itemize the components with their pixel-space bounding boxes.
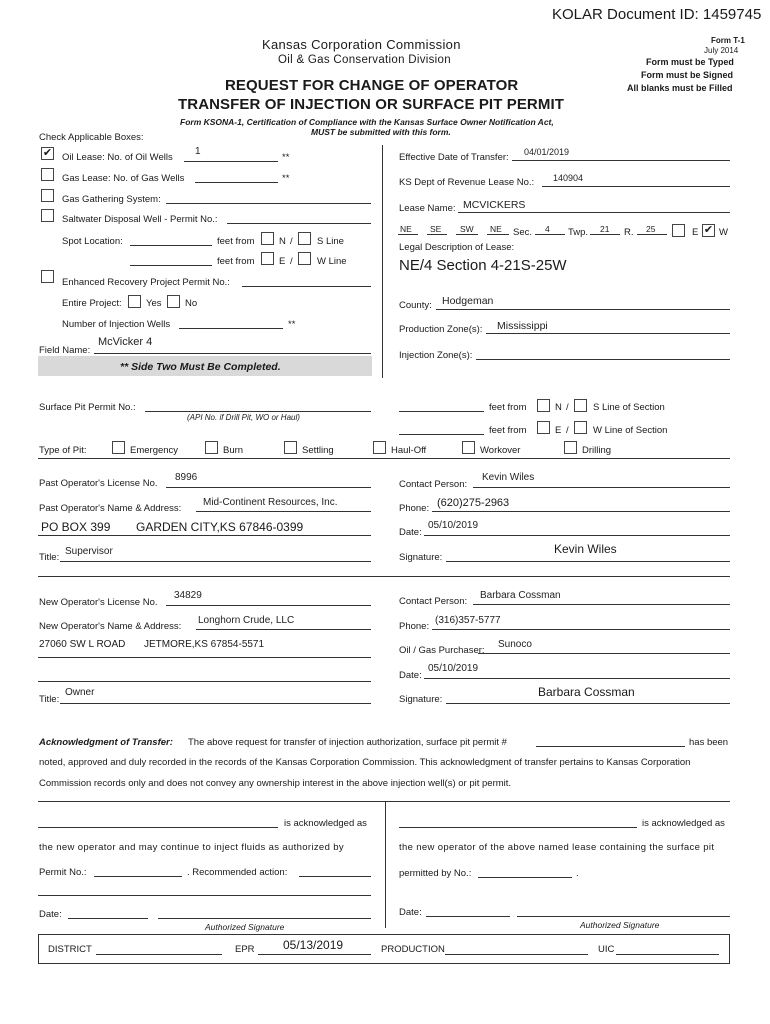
new-date-line bbox=[424, 678, 730, 679]
range-label: R. bbox=[624, 227, 634, 238]
new-date-label: Date: bbox=[399, 670, 422, 681]
new-address-1[interactable]: 27060 SW L ROAD bbox=[39, 639, 126, 650]
district-line[interactable] bbox=[96, 954, 222, 955]
ack-recommended-line-2[interactable] bbox=[38, 895, 371, 896]
ack-left-permit-line[interactable] bbox=[94, 876, 182, 877]
effective-date-line bbox=[512, 160, 730, 161]
spot-e-label: E bbox=[279, 256, 286, 267]
side-two-note: ** Side Two Must Be Completed. bbox=[120, 361, 281, 373]
spot-n-checkbox[interactable] bbox=[261, 232, 274, 245]
pit-drilling-checkbox[interactable] bbox=[564, 441, 577, 454]
ack-right-date-label: Date: bbox=[399, 907, 422, 918]
pit-section-rule bbox=[38, 458, 730, 459]
spot-e-checkbox[interactable] bbox=[261, 252, 274, 265]
past-name-value[interactable]: Mid-Continent Resources, Inc. bbox=[203, 497, 338, 508]
quarter-2[interactable]: SE bbox=[430, 224, 442, 234]
lease-name-label: Lease Name: bbox=[399, 203, 456, 214]
ack-right-auth-sig: Authorized Signature bbox=[580, 920, 660, 930]
range-e-checkbox[interactable] bbox=[672, 224, 685, 237]
county-label: County: bbox=[399, 300, 432, 311]
gas-lease-checkbox[interactable] bbox=[41, 168, 54, 181]
past-title-line bbox=[60, 561, 371, 562]
pit-workover-label: Workover bbox=[480, 445, 521, 456]
pit-slash-2: / bbox=[566, 425, 569, 436]
pit-e-label: E bbox=[555, 425, 562, 436]
pit-haul-off-checkbox[interactable] bbox=[373, 441, 386, 454]
new-phone-line bbox=[432, 629, 730, 630]
ack-right-new-operator: the new operator of the above named lease containing the surface pit bbox=[399, 842, 715, 853]
pit-feet-from: feet from bbox=[489, 402, 527, 413]
range-value[interactable]: 25 bbox=[646, 224, 656, 234]
quarter-3-line bbox=[456, 234, 478, 235]
pit-w-label: W Line of Section bbox=[593, 425, 668, 436]
ack-right-permitted-by: permitted by No.: bbox=[399, 868, 472, 879]
blanks-filled-note: All blanks must be Filled bbox=[627, 83, 733, 93]
new-contact-value[interactable]: Barbara Cossman bbox=[480, 590, 561, 601]
pit-drilling-label: Drilling bbox=[582, 445, 612, 456]
past-title-label: Title: bbox=[39, 552, 60, 563]
uic-line[interactable] bbox=[616, 954, 719, 955]
new-title-value[interactable]: Owner bbox=[65, 687, 95, 698]
past-date-label: Date: bbox=[399, 527, 422, 538]
past-phone-line bbox=[432, 511, 730, 512]
past-license-label: Past Operator's License No. bbox=[39, 478, 158, 489]
pit-slash: / bbox=[566, 402, 569, 413]
ack-left-operator-line[interactable] bbox=[38, 827, 278, 828]
pit-n-checkbox[interactable] bbox=[537, 399, 550, 412]
ks-dept-lease-label: KS Dept of Revenue Lease No.: bbox=[399, 177, 535, 188]
ack-divider bbox=[385, 801, 386, 928]
form-number: Form T-1 bbox=[711, 36, 745, 45]
new-name-label: New Operator's Name & Address: bbox=[39, 621, 182, 632]
division-name: Oil & Gas Conservation Division bbox=[278, 54, 451, 66]
gas-gathering-line[interactable] bbox=[166, 203, 371, 204]
new-address-line-2 bbox=[38, 681, 371, 682]
production-zone-value[interactable]: Mississippi bbox=[497, 320, 548, 332]
sec-label: Sec. bbox=[513, 227, 533, 238]
injection-wells-stars: ** bbox=[288, 319, 296, 330]
pit-haul-off-label: Haul-Off bbox=[391, 445, 427, 456]
form-date: July 2014 bbox=[704, 46, 739, 55]
new-contact-label: Contact Person: bbox=[399, 596, 468, 607]
entire-project-label: Entire Project: bbox=[62, 298, 122, 309]
past-signature-line bbox=[446, 561, 730, 562]
spot-ew-line[interactable] bbox=[130, 265, 212, 266]
spot-s-label: S Line bbox=[317, 236, 344, 247]
spot-w-checkbox[interactable] bbox=[298, 252, 311, 265]
purchaser-label: Oil / Gas Purchaser: bbox=[399, 645, 485, 656]
lease-name-value[interactable]: MCVICKERS bbox=[463, 199, 526, 211]
pit-w-checkbox[interactable] bbox=[574, 421, 587, 434]
new-signature-label: Signature: bbox=[399, 694, 443, 705]
pit-settling-checkbox[interactable] bbox=[284, 441, 297, 454]
pit-emergency-checkbox[interactable] bbox=[112, 441, 125, 454]
epr-date-value[interactable]: 05/13/2019 bbox=[283, 938, 344, 952]
ack-recommended-label: . Recommended action: bbox=[187, 867, 288, 878]
swd-permit-line[interactable] bbox=[227, 223, 371, 224]
twp-value[interactable]: 21 bbox=[600, 224, 610, 234]
spot-slash-2: / bbox=[290, 256, 293, 267]
new-signature-line bbox=[446, 703, 730, 704]
past-name-line bbox=[196, 511, 371, 512]
ack-right-permit-line[interactable] bbox=[478, 877, 572, 878]
quarter-4[interactable]: NE bbox=[490, 224, 502, 234]
ack-right-signature-line[interactable] bbox=[517, 916, 730, 917]
legal-description-value[interactable]: NE/4 Section 4-21S-25W bbox=[399, 257, 567, 274]
district-label: DISTRICT bbox=[48, 944, 92, 955]
injection-zone-label: Injection Zone(s): bbox=[399, 350, 473, 361]
production-zone-line bbox=[486, 333, 730, 334]
form-title: REQUEST FOR CHANGE OF OPERATOR bbox=[225, 77, 519, 94]
ack-left-date-label: Date: bbox=[39, 909, 62, 920]
sec-value[interactable]: 4 bbox=[545, 224, 550, 234]
epr-label: EPR bbox=[235, 944, 255, 955]
spot-w-label: W Line bbox=[317, 256, 347, 267]
pit-e-checkbox[interactable] bbox=[537, 421, 550, 434]
new-contact-line bbox=[473, 604, 730, 605]
pit-ew-line[interactable] bbox=[399, 434, 484, 435]
ack-heading: Acknowledgment of Transfer: bbox=[39, 737, 173, 748]
ack-left-auth-sig: Authorized Signature bbox=[205, 922, 285, 932]
spot-location-label: Spot Location: bbox=[62, 236, 123, 247]
spot-n-label: N bbox=[279, 236, 286, 247]
enhanced-permit-line[interactable] bbox=[242, 286, 371, 287]
pit-n-label: N bbox=[555, 402, 562, 413]
range-line bbox=[637, 234, 667, 235]
ack-line-1: The above request for transfer of injection authorization, surface pit permit # bbox=[188, 737, 507, 748]
new-license-value[interactable]: 34829 bbox=[174, 590, 202, 601]
quarter-3[interactable]: SW bbox=[460, 224, 474, 234]
gas-wells-stars: ** bbox=[282, 173, 290, 184]
quarter-2-line bbox=[427, 234, 447, 235]
new-license-line bbox=[166, 605, 371, 606]
new-date-value[interactable]: 05/10/2019 bbox=[428, 663, 479, 674]
new-phone-label: Phone: bbox=[399, 621, 430, 632]
form-subtitle-2: MUST be submitted with this form. bbox=[311, 127, 451, 137]
county-line bbox=[436, 309, 730, 310]
new-name-line bbox=[196, 629, 371, 630]
field-name-label: Field Name: bbox=[39, 345, 91, 356]
ack-right-period: . bbox=[576, 868, 579, 879]
past-section-rule bbox=[38, 576, 730, 577]
ks-dept-lease-value[interactable]: 140904 bbox=[553, 173, 584, 183]
oil-wells-value[interactable]: 1 bbox=[195, 146, 201, 157]
pit-workover-checkbox[interactable] bbox=[462, 441, 475, 454]
ack-has-been: has been bbox=[689, 737, 729, 748]
oil-lease-label: Oil Lease: No. of Oil Wells bbox=[62, 152, 173, 163]
past-license-line bbox=[166, 487, 371, 488]
ack-top-rule bbox=[38, 801, 730, 802]
surface-pit-label: Surface Pit Permit No.: bbox=[39, 402, 136, 413]
num-injection-wells-label: Number of Injection Wells bbox=[62, 319, 171, 330]
new-address-2[interactable]: JETMORE,KS 67854-5571 bbox=[144, 639, 265, 650]
form-title-2: TRANSFER OF INJECTION OR SURFACE PIT PERMIT bbox=[178, 96, 564, 113]
gas-wells-line[interactable] bbox=[195, 182, 278, 183]
document-id: KOLAR Document ID: 1459745 bbox=[552, 6, 762, 23]
pit-burn-label: Burn bbox=[223, 445, 244, 456]
pit-s-label: S Line of Section bbox=[593, 402, 665, 413]
past-license-value[interactable]: 8996 bbox=[175, 472, 198, 483]
ack-left-date-line[interactable] bbox=[68, 918, 148, 919]
must-signed-note: Form must be Signed bbox=[641, 70, 734, 80]
range-w-checkbox[interactable]: ✔ bbox=[703, 224, 714, 236]
new-signature-value[interactable]: Barbara Cossman bbox=[538, 685, 635, 699]
range-e-label: E bbox=[692, 227, 699, 238]
spot-feet-from-2: feet from bbox=[217, 256, 255, 267]
field-name-value[interactable]: McVicker 4 bbox=[98, 336, 153, 348]
surface-pit-line[interactable] bbox=[145, 411, 371, 412]
purchaser-value[interactable]: Sunoco bbox=[498, 639, 532, 650]
epr-line bbox=[258, 954, 371, 955]
past-contact-line bbox=[473, 487, 730, 488]
past-date-line bbox=[424, 535, 730, 536]
uic-label: UIC bbox=[598, 944, 615, 955]
legal-description-label: Legal Description of Lease: bbox=[399, 242, 515, 253]
past-contact-value[interactable]: Kevin Wiles bbox=[482, 472, 535, 483]
num-injection-wells-line[interactable] bbox=[179, 328, 283, 329]
section-divider bbox=[382, 145, 383, 378]
oil-lease-checkbox[interactable]: ✔ bbox=[42, 147, 53, 159]
form-subtitle: Form KSONA-1, Certification of Compliance with the Kansas Surface Owner Notification Act, bbox=[180, 117, 554, 127]
twp-line bbox=[590, 234, 620, 235]
pit-settling-label: Settling bbox=[302, 445, 334, 456]
ack-left-signature-line[interactable] bbox=[158, 918, 371, 919]
oil-wells-stars: ** bbox=[282, 152, 290, 163]
entire-project-yes-checkbox[interactable] bbox=[128, 295, 141, 308]
ack-line-3: Commission records only and does not convey any ownership interest in the above injection well(s) or pit permit. bbox=[39, 778, 512, 789]
enhanced-recovery-label: Enhanced Recovery Project Permit No.: bbox=[62, 277, 230, 288]
past-address-1[interactable]: PO BOX 399 bbox=[41, 520, 111, 534]
past-phone-value[interactable]: (620)275-2963 bbox=[437, 497, 510, 509]
new-phone-value[interactable]: (316)357-5777 bbox=[435, 615, 501, 626]
quarter-1-line bbox=[398, 234, 418, 235]
past-signature-label: Signature: bbox=[399, 552, 443, 563]
new-address-line bbox=[38, 657, 371, 658]
pit-emergency-label: Emergency bbox=[130, 445, 179, 456]
ack-permit-line[interactable] bbox=[536, 746, 685, 747]
effective-date-value[interactable]: 04/01/2019 bbox=[524, 147, 570, 157]
ack-left-new-operator: the new operator and may continue to inject fluids as authorized by bbox=[39, 842, 344, 853]
past-signature-value[interactable]: Kevin Wiles bbox=[554, 542, 617, 556]
past-address-2[interactable]: GARDEN CITY,KS 67846-0399 bbox=[136, 520, 304, 534]
spot-ns-line[interactable] bbox=[130, 245, 212, 246]
ack-line-2: noted, approved and duly recorded in the records of the Kansas Corporation Commission. This acknowledgment of transfer pertains to Kansas Corporation bbox=[39, 757, 691, 768]
quarter-1[interactable]: NE bbox=[400, 224, 412, 234]
gas-lease-label: Gas Lease: No. of Gas Wells bbox=[62, 173, 185, 184]
pit-s-checkbox[interactable] bbox=[574, 399, 587, 412]
enhanced-recovery-checkbox[interactable] bbox=[41, 270, 54, 283]
past-date-value[interactable]: 05/10/2019 bbox=[428, 520, 479, 531]
ack-recommended-line[interactable] bbox=[299, 876, 371, 877]
oil-wells-line bbox=[184, 161, 278, 162]
pit-burn-checkbox[interactable] bbox=[205, 441, 218, 454]
effective-date-label: Effective Date of Transfer: bbox=[399, 152, 509, 163]
api-note: (API No. if Drill Pit, WO or Haul) bbox=[187, 413, 300, 422]
ack-right-date-line[interactable] bbox=[426, 916, 510, 917]
new-title-line bbox=[60, 703, 371, 704]
swd-checkbox[interactable] bbox=[41, 209, 54, 222]
pit-ns-line[interactable] bbox=[399, 411, 484, 412]
ack-right-is-ack: is acknowledged as bbox=[642, 818, 725, 829]
new-license-label: New Operator's License No. bbox=[39, 597, 158, 608]
ack-left-is-ack: is acknowledged as bbox=[284, 818, 367, 829]
lease-name-line bbox=[458, 212, 730, 213]
past-phone-label: Phone: bbox=[399, 503, 430, 514]
range-w-label: W bbox=[719, 227, 728, 238]
twp-label: Twp. bbox=[568, 227, 589, 238]
gas-gathering-checkbox[interactable] bbox=[41, 189, 54, 202]
past-address-line bbox=[38, 535, 371, 536]
purchaser-line bbox=[478, 653, 730, 654]
sec-line bbox=[535, 234, 565, 235]
ack-right-operator-line[interactable] bbox=[399, 827, 637, 828]
production-label: PRODUCTION bbox=[381, 944, 445, 955]
past-title-value[interactable]: Supervisor bbox=[65, 546, 113, 557]
past-name-label: Past Operator's Name & Address: bbox=[39, 503, 182, 514]
type-of-pit-label: Type of Pit: bbox=[39, 445, 87, 456]
gas-gathering-label: Gas Gathering System: bbox=[62, 194, 161, 205]
yes-label: Yes bbox=[146, 298, 162, 309]
ks-dept-lease-line bbox=[542, 186, 730, 187]
spot-feet-from: feet from bbox=[217, 236, 255, 247]
must-typed-note: Form must be Typed bbox=[646, 57, 734, 67]
injection-zone-line[interactable] bbox=[476, 359, 730, 360]
quarter-4-line bbox=[487, 234, 509, 235]
swd-label: Saltwater Disposal Well - Permit No.: bbox=[62, 214, 218, 225]
county-value[interactable]: Hodgeman bbox=[442, 295, 494, 307]
field-name-line bbox=[94, 353, 371, 354]
check-boxes-label: Check Applicable Boxes: bbox=[39, 132, 144, 143]
new-name-value[interactable]: Longhorn Crude, LLC bbox=[198, 615, 295, 626]
new-title-label: Title: bbox=[39, 694, 60, 705]
past-contact-label: Contact Person: bbox=[399, 479, 468, 490]
spot-slash: / bbox=[290, 236, 293, 247]
production-zone-label: Production Zone(s): bbox=[399, 324, 483, 335]
ack-left-permit-no-label: Permit No.: bbox=[39, 867, 87, 878]
spot-s-checkbox[interactable] bbox=[298, 232, 311, 245]
no-label: No bbox=[185, 298, 198, 309]
entire-project-no-checkbox[interactable] bbox=[167, 295, 180, 308]
pit-feet-from-2: feet from bbox=[489, 425, 527, 436]
production-line[interactable] bbox=[445, 954, 588, 955]
agency-name: Kansas Corporation Commission bbox=[262, 37, 461, 52]
